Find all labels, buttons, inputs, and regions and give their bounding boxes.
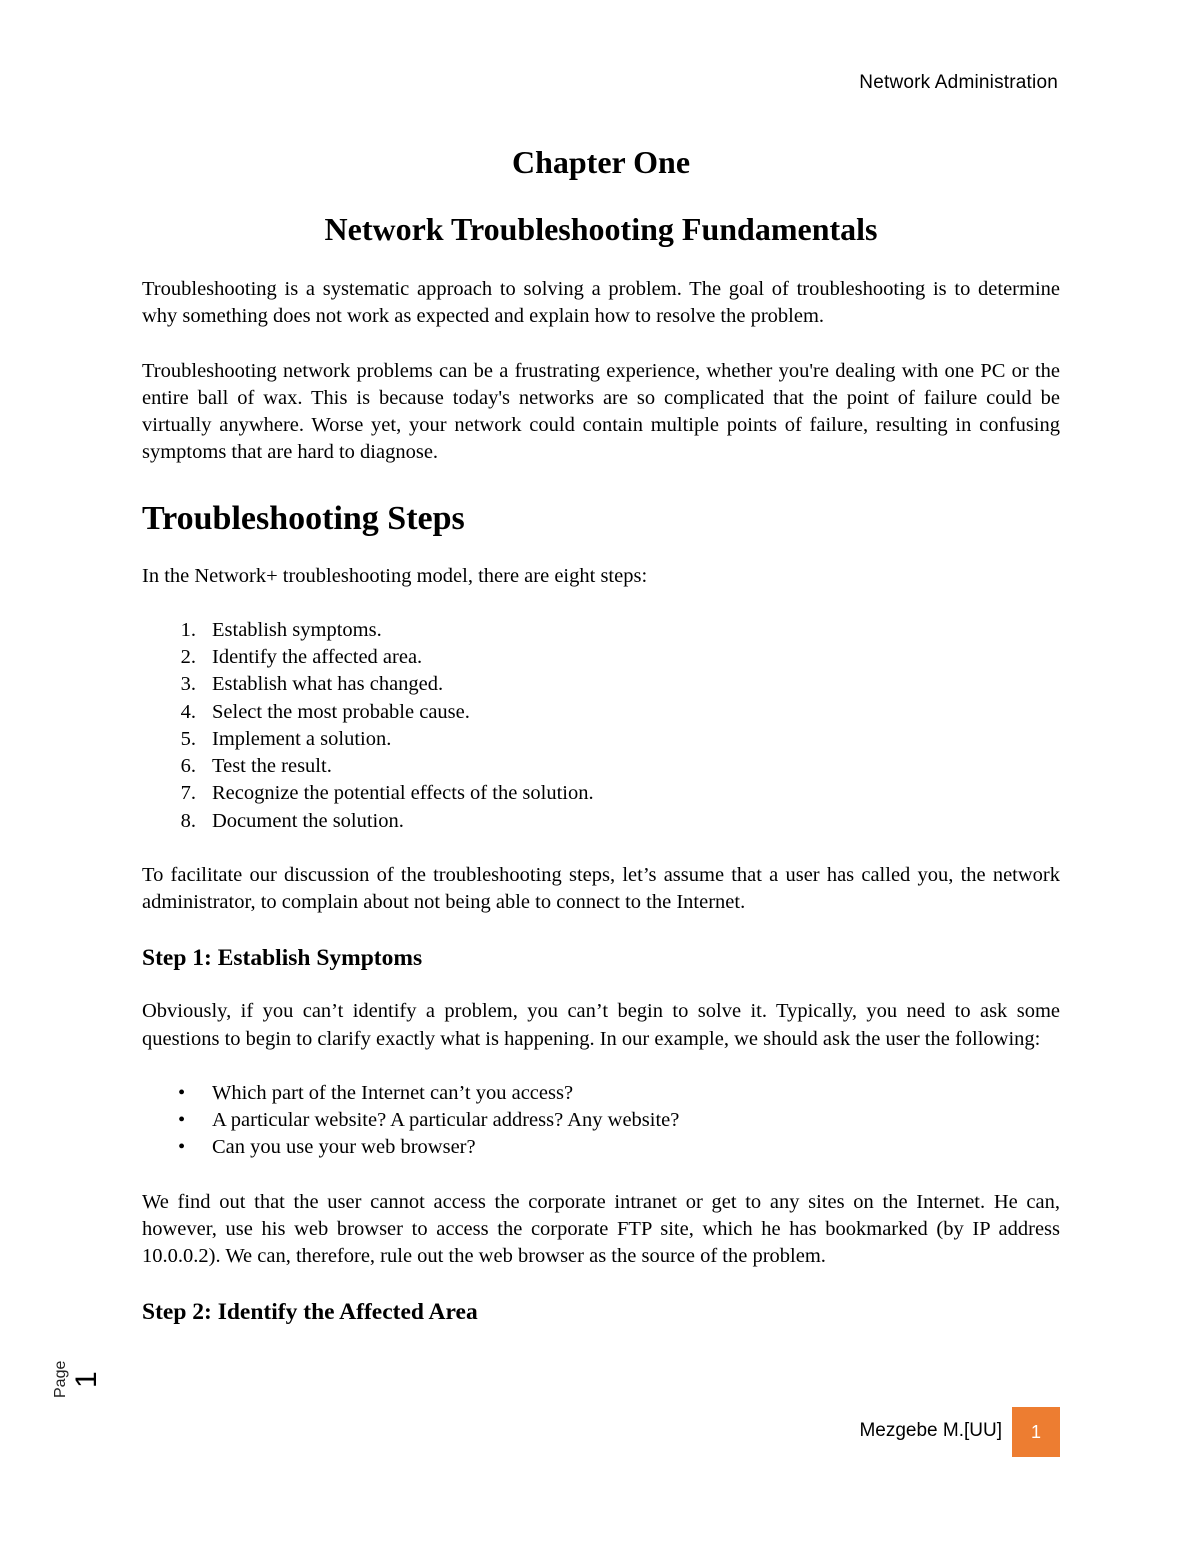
list-item [142, 671, 1060, 698]
steps-list [142, 617, 1060, 835]
list-number: 1. [180, 619, 196, 642]
steps-lead: In the Network+ troubleshooting model, there are eight steps: [142, 564, 648, 587]
intro-paragraph-1: Troubleshooting is a systematic approach to solving a problem. The goal of troubleshooting is to determine why something does not work as expected and explain how to resolve the problem. [142, 278, 1060, 328]
footer-page-badge: 1 [1012, 1407, 1060, 1457]
list-text: Which part of the Internet can’t you access? [212, 1081, 574, 1104]
bullet-icon: • [178, 1136, 186, 1159]
step1-paragraph-1: Obviously, if you can’t identify a problem, you can’t begin to solve it. Typically, you need to ask some questions to begin to clarify exactly what is happening. In our example, we should ask the user the following: [142, 1000, 1060, 1050]
footer-author: Mezgebe M.[UU] [859, 1420, 1002, 1441]
list-text: Implement a solution. [212, 727, 392, 750]
step1-heading: Step 1: Establish Symptoms [142, 945, 423, 972]
list-text: Establish symptoms. [212, 619, 382, 642]
side-page-number: 1 [70, 1371, 103, 1388]
list-text: Can you use your web browser? [212, 1136, 476, 1159]
list-number: 6. [180, 755, 196, 778]
scenario-paragraph: To facilitate our discussion of the troubleshooting steps, let’s assume that a user has called you, the network administrator, to complain about not being able to connect to the Internet. [142, 863, 1060, 913]
list-number: 8. [180, 809, 196, 832]
list-item [142, 644, 1060, 671]
list-text: Identify the affected area. [212, 646, 423, 669]
chapter-subtitle: Network Troubleshooting Fundamentals [324, 211, 878, 247]
list-item [142, 1134, 1060, 1161]
list-number: 5. [180, 727, 196, 750]
side-page-label [52, 1338, 103, 1408]
list-item [142, 617, 1060, 644]
list-text: Select the most probable cause. [212, 700, 470, 723]
list-item [142, 808, 1060, 835]
questions-list [142, 1080, 1060, 1162]
list-number: 4. [180, 700, 196, 723]
running-header: Network Administration [859, 72, 1058, 93]
document-body [142, 140, 1060, 1328]
section-heading-steps: Troubleshooting Steps [142, 499, 465, 537]
intro-paragraph-2: Troubleshooting network problems can be a frustrating experience, whether you're dealing with one PC or the entire ball of wax. This is because today's networks are so complicated that the point of failure could be virtually anywhere. Worse yet, your network could contain multiple points of failure, resulting in confusing symptoms that are hard to diagnose. [142, 359, 1060, 464]
list-number: 3. [180, 673, 196, 696]
step2-heading: Step 2: Identify the Affected Area [142, 1299, 478, 1326]
list-item [142, 753, 1060, 780]
list-item [142, 780, 1060, 807]
list-item [142, 699, 1060, 726]
list-item [142, 1080, 1060, 1107]
list-text: Establish what has changed. [212, 673, 444, 696]
bullet-icon: • [178, 1081, 186, 1104]
list-number: 2. [180, 646, 196, 669]
list-text: Recognize the potential effects of the solution. [212, 782, 594, 805]
list-text: Document the solution. [212, 809, 404, 832]
step1-paragraph-2: We find out that the user cannot access the corporate intranet or get to any sites on the Internet. He can, however, use his web browser to access the corporate FTP site, which he has bookmarked (by IP address 10.0.0.2). We can, therefore, rule out the web browser as the source of the problem. [142, 1190, 1060, 1268]
list-text: Test the result. [212, 755, 332, 778]
list-item [142, 1107, 1060, 1134]
bullet-icon: • [178, 1109, 186, 1132]
list-item [142, 726, 1060, 753]
page-word: Page [52, 1360, 69, 1398]
list-number: 7. [180, 782, 196, 805]
chapter-title: Chapter One [511, 144, 691, 180]
list-text: A particular website? A particular address? Any website? [212, 1109, 680, 1132]
